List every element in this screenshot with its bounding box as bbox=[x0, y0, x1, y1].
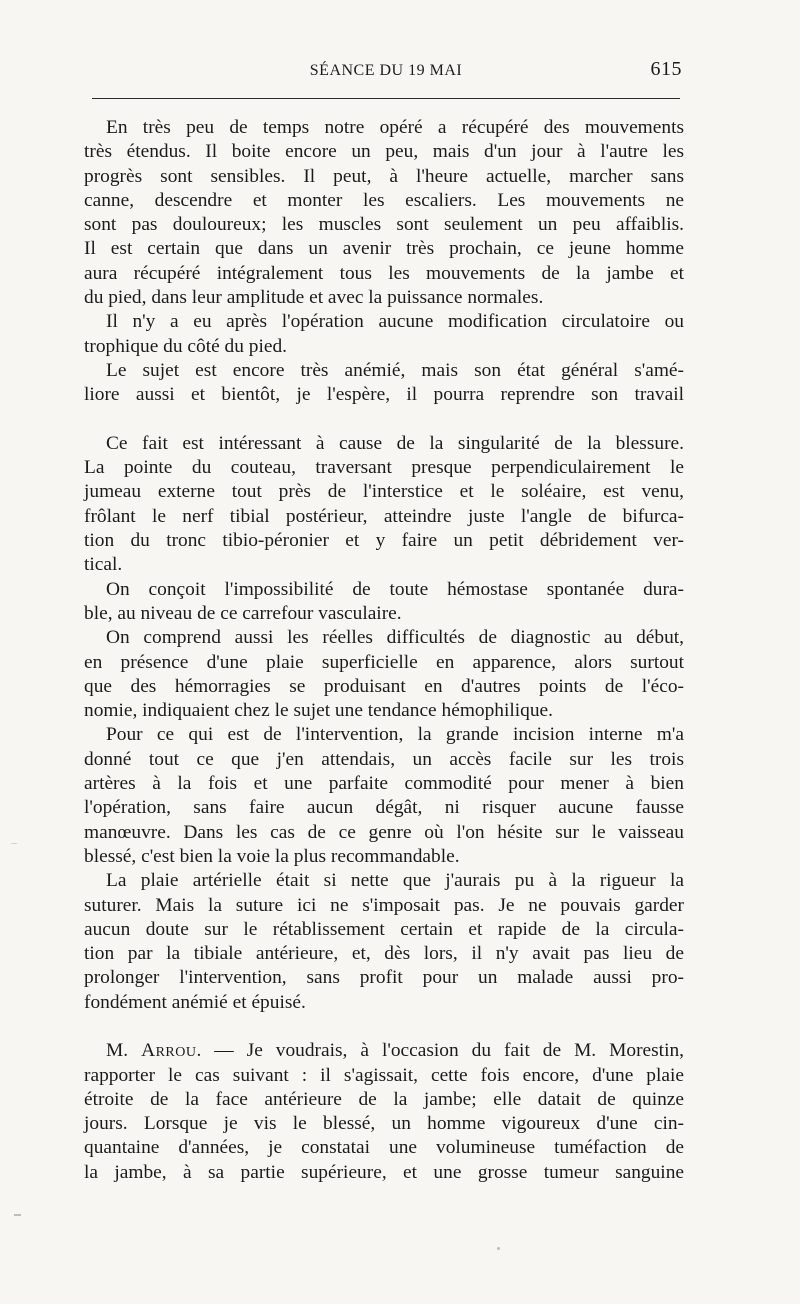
text-line: Il n'y a eu après l'opération aucune modification circulatoire ou bbox=[106, 311, 684, 333]
speaker-prefix: M. bbox=[106, 1040, 142, 1062]
text-line: prolonger l'intervention, sans profit pour un malade aussi pro- bbox=[84, 967, 684, 989]
text-line: en présence d'une plaie superficielle en apparence, alors surtout bbox=[84, 651, 684, 673]
text-line: canne, descendre et monter les escaliers. Les mouvements ne bbox=[84, 189, 684, 211]
text-line: On comprend aussi les réelles difficultés de diagnostic au début, bbox=[106, 627, 684, 649]
text-line: tion par la tibiale antérieure, et, dès lors, il n'y avait pas lieu de bbox=[84, 943, 684, 965]
page-number: 615 bbox=[650, 58, 682, 80]
text-line: jumeau externe tout près de l'interstice et le soléaire, est venu, bbox=[84, 481, 684, 503]
paragraph-5 bbox=[84, 578, 684, 627]
text-line: sont pas douloureux; les muscles sont seulement un peu affaiblis. bbox=[84, 214, 684, 236]
text-line: très étendus. Il boite encore un peu, mais d'un jour à l'autre les bbox=[84, 141, 684, 163]
text-line: tical. bbox=[84, 554, 123, 576]
text-line: ble, au niveau de ce carrefour vasculaire. bbox=[84, 602, 402, 624]
body-text bbox=[84, 116, 684, 1185]
text-line: aucun doute sur le rétablissement certain et rapide de la circula- bbox=[84, 918, 684, 940]
text-line: progrès sont sensibles. Il peut, à l'heure actuelle, marcher sans bbox=[84, 165, 684, 187]
paragraph-2 bbox=[84, 310, 684, 359]
text-line: En très peu de temps notre opéré a récupéré des mouvements bbox=[106, 117, 684, 138]
text-line: aura récupéré intégralement tous les mouvements de la jambe et bbox=[84, 262, 684, 284]
running-head bbox=[90, 58, 682, 88]
text-line: suturer. Mais la suture ici ne s'imposait pas. Je ne pouvais garder bbox=[84, 894, 684, 916]
section-gap bbox=[84, 408, 684, 432]
section-gap bbox=[84, 1015, 684, 1039]
text-line: que des hémorragies se produisant en d'autres points de l'éco- bbox=[84, 675, 684, 697]
text-line: la jambe, à sa partie supérieure, et une grosse tumeur sanguine bbox=[84, 1161, 684, 1183]
text-line: nomie, indiquaient chez le sujet une tendance hémophilique. bbox=[84, 700, 553, 722]
text-line: Ce fait est intéressant à cause de la singularité de la blessure. bbox=[106, 432, 684, 454]
paragraph-3 bbox=[84, 359, 684, 408]
text-line: tion du tronc tibio-péronier et y faire un petit débridement ver- bbox=[84, 530, 684, 552]
scan-speck bbox=[14, 1214, 21, 1216]
paragraph-8 bbox=[84, 869, 684, 1015]
text-line: Il est certain que dans un avenir très prochain, ce jeune homme bbox=[84, 238, 684, 260]
scan-speck bbox=[497, 1247, 500, 1250]
text-line: La plaie artérielle était si nette que j'aurais pu à la rigueur la bbox=[106, 870, 684, 892]
text-line: du pied, dans leur amplitude et avec la puissance normales. bbox=[84, 287, 544, 309]
text-line: l'opération, sans faire aucun dégât, ni risquer aucune fausse bbox=[84, 797, 684, 819]
text-line: liore aussi et bientôt, je l'espère, il pourra reprendre son travail bbox=[84, 384, 684, 406]
paragraph-4 bbox=[84, 432, 684, 578]
text-line: jours. Lorsque je vis le blessé, un homme vigoureux d'une cin- bbox=[84, 1113, 684, 1135]
text-line: étroite de la face antérieure de la jambe; elle datait de quinze bbox=[84, 1088, 684, 1110]
running-head-title: SÉANCE DU 19 MAI bbox=[309, 62, 463, 79]
scan-speck bbox=[11, 843, 17, 844]
paragraph-1 bbox=[84, 116, 684, 310]
text-line: blessé, c'est bien la voie la plus recommandable. bbox=[84, 845, 460, 867]
text-line: artères à la fois et une parfaite commodité pour mener à bien bbox=[84, 773, 684, 795]
text-line: donné tout ce que j'en attendais, un accès facile sur les trois bbox=[84, 748, 684, 770]
speaker-line-rest: . — Je voudrais, à l'occasion du fait de M. Morestin, bbox=[196, 1040, 684, 1062]
paragraph-6 bbox=[84, 626, 684, 723]
speaker-name: Arrou bbox=[141, 1040, 197, 1062]
text-line: manœuvre. Dans les cas de ce genre où l'on hésite sur le vaisseau bbox=[84, 821, 684, 843]
text-line: La pointe du couteau, traversant presque perpendiculairement le bbox=[84, 457, 684, 479]
text-line bbox=[84, 1039, 684, 1063]
text-line: Le sujet est encore très anémié, mais son état général s'amé- bbox=[106, 359, 684, 381]
paragraph-9 bbox=[84, 1039, 684, 1185]
text-line: fondément anémié et épuisé. bbox=[84, 991, 306, 1013]
header-rule bbox=[92, 98, 680, 99]
text-line: trophique du côté du pied. bbox=[84, 335, 288, 357]
text-line: On conçoit l'impossibilité de toute hémostase spontanée dura- bbox=[106, 578, 684, 600]
text-line: rapporter le cas suivant : il s'agissait, cette fois encore, d'une plaie bbox=[84, 1064, 684, 1086]
text-line: Pour ce qui est de l'intervention, la grande incision interne m'a bbox=[106, 724, 684, 746]
text-line: quantaine d'années, je constatai une volumineuse tuméfaction de bbox=[84, 1137, 684, 1159]
paragraph-7 bbox=[84, 723, 684, 869]
text-line: frôlant le nerf tibial postérieur, atteindre juste l'angle de bifurca- bbox=[84, 505, 684, 527]
